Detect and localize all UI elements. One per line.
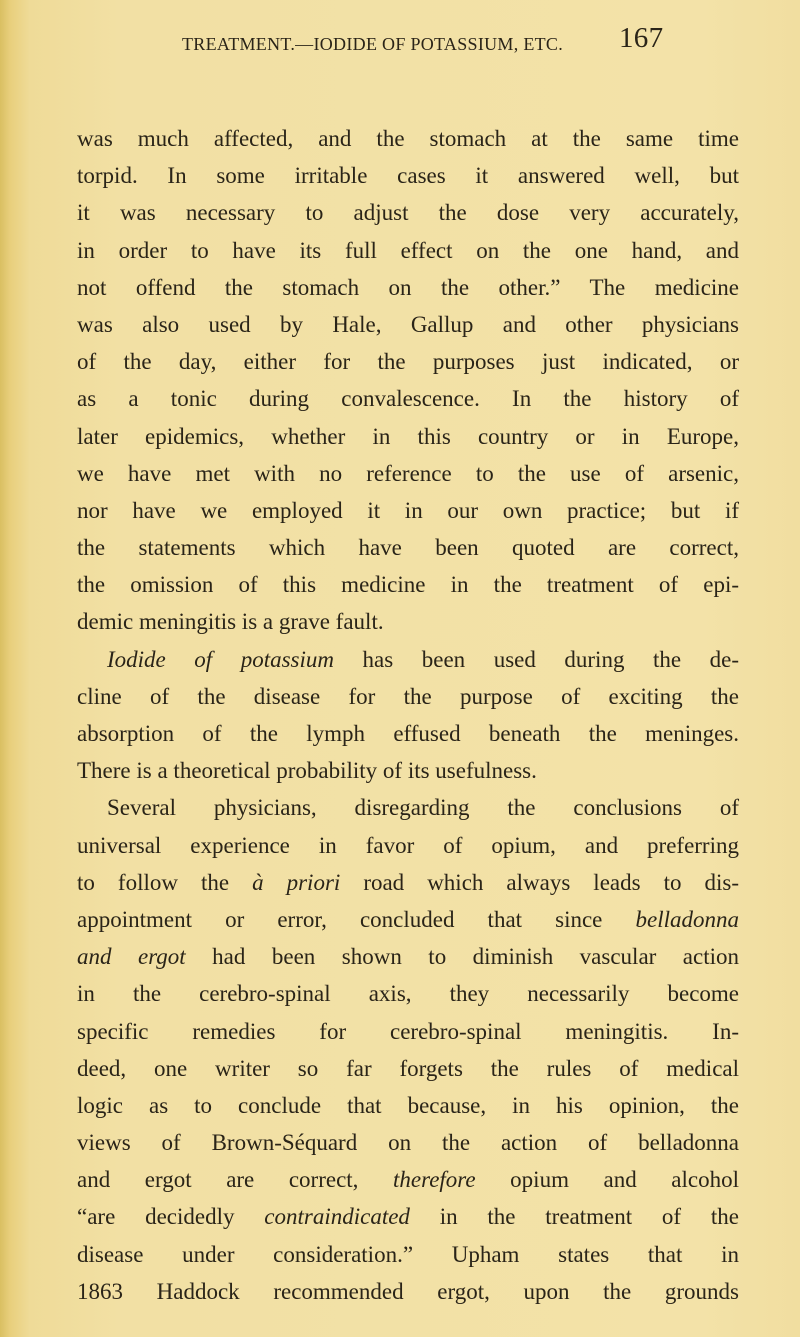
text-line bbox=[77, 789, 739, 826]
text-segment: had been shown to diminish vascular action bbox=[185, 944, 739, 970]
text-line bbox=[77, 678, 739, 715]
text-segment: it was necessary to adjust the dose very accurately, bbox=[77, 200, 739, 226]
text-line bbox=[77, 455, 739, 492]
text-segment: universal experience in favor of opium, and preferring bbox=[77, 832, 739, 858]
text-segment: not offend the stomach on the other.” The medicine bbox=[77, 274, 739, 300]
text-segment: in order to have its full effect on the one hand, and bbox=[77, 237, 739, 263]
text-segment: the omission of this medicine in the treatment of epi- bbox=[77, 572, 739, 598]
text-line bbox=[77, 529, 739, 566]
text-segment: the statements which have been quoted are correct, bbox=[77, 535, 739, 561]
text-line bbox=[77, 269, 739, 306]
text-segment: 1863 Haddock recommended ergot, upon the grounds bbox=[77, 1278, 739, 1304]
italic-text: contraindicated bbox=[264, 1204, 410, 1230]
text-segment: There is a theoretical probability of its usefulness. bbox=[77, 758, 537, 784]
text-segment: of the day, either for the purposes just indicated, or bbox=[77, 349, 739, 375]
text-segment: disease under consideration.” Upham states that in bbox=[77, 1241, 739, 1267]
text-segment: opium and alcohol bbox=[475, 1167, 740, 1193]
text-line bbox=[77, 938, 739, 975]
text-line bbox=[77, 120, 739, 157]
text-line bbox=[77, 603, 739, 640]
italic-text: belladonna bbox=[635, 906, 739, 932]
text-line bbox=[77, 715, 739, 752]
text-segment: specific remedies for cerebro-spinal meningitis. In- bbox=[77, 1018, 739, 1044]
text-segment: was also used by Hale, Gallup and other physicians bbox=[77, 311, 739, 337]
text-segment: views of Brown-Séquard on the action of belladonna bbox=[77, 1130, 739, 1156]
text-segment: in the cerebro-spinal axis, they necessarily become bbox=[77, 981, 739, 1007]
text-segment: to follow the bbox=[77, 869, 253, 895]
text-line bbox=[77, 827, 739, 864]
text-line bbox=[77, 157, 739, 194]
text-segment: logic as to conclude that because, in his opinion, the bbox=[77, 1092, 739, 1118]
italic-text: à priori bbox=[252, 869, 341, 895]
text-segment: as a tonic during convalescence. In the history of bbox=[77, 386, 739, 412]
italic-text: therefore bbox=[393, 1167, 476, 1193]
text-segment: deed, one writer so far forgets the rules of medical bbox=[77, 1055, 739, 1081]
text-line bbox=[77, 1236, 739, 1273]
text-segment: absorption of the lymph effused beneath the meninges. bbox=[77, 721, 739, 746]
text-line bbox=[77, 566, 739, 603]
text-segment: road which always leads to dis- bbox=[340, 869, 739, 895]
page-number: 167 bbox=[619, 22, 664, 54]
text-segment: cline of the disease for the purpose of exciting the bbox=[77, 683, 739, 709]
text-segment: and ergot are correct, bbox=[77, 1167, 393, 1193]
text-line bbox=[77, 1161, 739, 1198]
text-line bbox=[77, 418, 739, 455]
text-segment: has been used during the de- bbox=[334, 646, 739, 672]
text-segment: Several physicians, disregarding the conclusions of bbox=[107, 795, 739, 821]
text-line bbox=[77, 752, 739, 789]
page-body-text bbox=[77, 120, 739, 1310]
text-segment: demic meningitis is a grave fault. bbox=[77, 609, 384, 635]
text-line bbox=[77, 901, 739, 938]
text-segment: we have met with no reference to the use of arsenic, bbox=[77, 460, 739, 486]
text-line bbox=[77, 1013, 739, 1050]
text-line bbox=[77, 641, 739, 678]
text-line bbox=[77, 1124, 739, 1161]
text-segment: nor have we employed it in our own practice; but if bbox=[77, 497, 739, 523]
text-line bbox=[77, 1087, 739, 1124]
text-line bbox=[77, 1050, 739, 1087]
text-line bbox=[77, 975, 739, 1012]
text-line bbox=[77, 306, 739, 343]
text-line bbox=[77, 380, 739, 417]
text-line bbox=[77, 1273, 739, 1310]
text-segment: “are decidedly bbox=[77, 1204, 265, 1230]
text-line bbox=[77, 343, 739, 380]
text-segment: torpid. In some irritable cases it answered well, but bbox=[77, 163, 739, 189]
italic-text: Iodide of potassium bbox=[107, 646, 335, 672]
text-segment: appointment or error, concluded that since bbox=[77, 906, 636, 932]
running-title: TREATMENT.—IODIDE OF POTASSIUM, ETC. bbox=[182, 34, 564, 54]
text-segment: was much affected, and the stomach at the same time bbox=[77, 126, 739, 151]
text-line bbox=[77, 1198, 739, 1235]
text-segment: later epidemics, whether in this country or in Europe, bbox=[77, 423, 739, 449]
text-line bbox=[77, 232, 739, 269]
italic-text: and ergot bbox=[77, 944, 186, 970]
text-line bbox=[77, 492, 739, 529]
text-line bbox=[77, 194, 739, 231]
text-segment: in the treatment of the bbox=[409, 1204, 739, 1230]
text-line bbox=[77, 864, 739, 901]
